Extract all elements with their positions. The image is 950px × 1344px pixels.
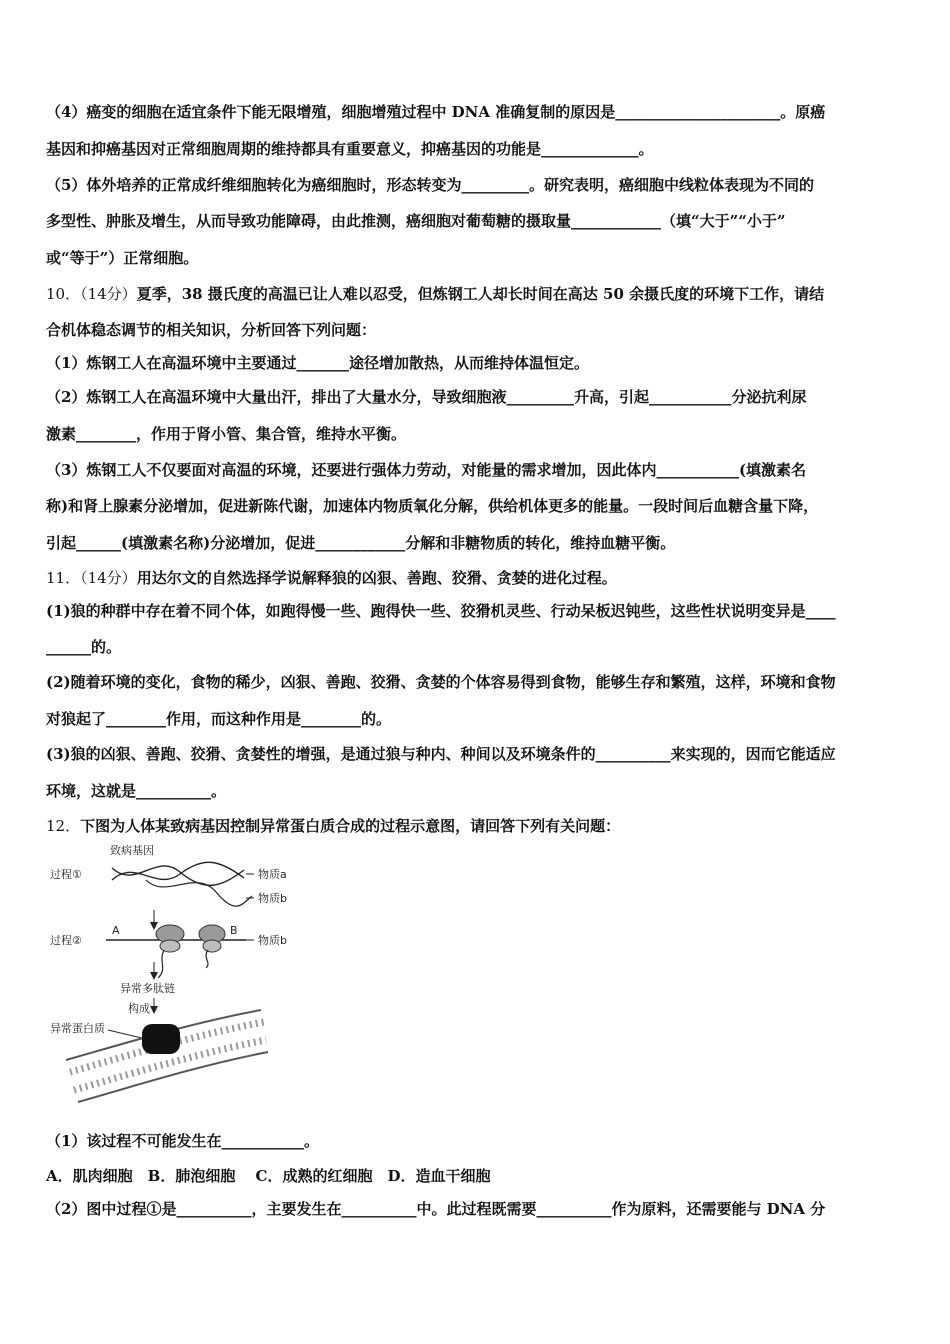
q10-intro-line2: 合机体稳态调节的相关知识，分析回答下列问题：	[46, 321, 377, 339]
q12-intro-text: 下图为人体某致病基因控制异常蛋白质合成的过程示意图，请回答下列有关问题：	[80, 817, 621, 835]
peptide-chain-1	[158, 950, 164, 978]
substance-b2-label: 物质b	[258, 934, 287, 947]
q10-intro-text: 夏季，38 摄氏度的高温已让人难以忍受，但炼钢工人却长时间在高达 50 余摄氏度的环境下工作，请结	[136, 285, 825, 303]
q9-part4-line1: （4）癌变的细胞在适宜条件下能无限增殖，细胞增殖过程中 DNA 准确复制的原因是______________________。原癌	[46, 103, 826, 121]
q10-part3-line3: 引起______(填激素名称)分泌增加，促进____________分解和非糖物质的转化，维持血糖平衡。	[46, 534, 676, 552]
substance-b1-label: 物质b	[258, 892, 287, 905]
process2-label: 过程②	[50, 934, 82, 947]
diagram-svg	[46, 840, 306, 1110]
q10-part2-line1: （2）炼钢工人在高温环境中大量出汗，排出了大量水分，导致细胞液_________升高，引起___________分泌抗利尿	[46, 388, 807, 406]
q9-part5-line1: （5）体外培养的正常成纤维细胞转化为癌细胞时，形态转变为_________。研究表明，癌细胞中线粒体表现为不同的	[46, 176, 814, 194]
peptide-chain-2	[206, 950, 208, 968]
arrow-2-head	[150, 972, 158, 980]
gene-label: 致病基因	[110, 844, 154, 857]
ribosome-2-small	[203, 940, 221, 952]
q10-intro-line1	[46, 284, 908, 304]
q9-part5-line3: 或“等于”）正常细胞。	[46, 249, 199, 267]
q11-intro	[46, 568, 908, 588]
q10-number: 10．（14分）	[46, 285, 137, 303]
q11-intro-text: 用达尔文的自然选择学说解释狼的凶狠、善跑、狡猾、贪婪的进化过程。	[136, 569, 617, 587]
q11-part1-line1: (1)狼的种群中存在着不同个体，如跑得慢一些、跑得快一些、狡猾机灵些、行动呆板迟钝些，这些性状说明变异是____	[46, 602, 836, 620]
q9-part4-line2: 基因和抑癌基因对正常细胞周期的维持都具有重要意义，抑癌基因的功能是_____________。	[46, 140, 654, 158]
q10-part2-line2: 激素________，作用于肾小管、集合管，维持水平衡。	[46, 425, 407, 443]
process1-label: 过程①	[50, 868, 82, 881]
q12-intro	[46, 816, 908, 836]
label-b: B	[230, 924, 238, 937]
q10-part1: （1）炼钢工人在高温环境中主要通过_______途径增加散热，从而维持体温恒定。	[46, 354, 589, 372]
constitute-label: 构成	[128, 1002, 150, 1015]
q12-part1: （1）该过程不可能发生在___________。	[46, 1132, 319, 1150]
abnormal-protein-shape	[142, 1024, 180, 1054]
substance-a-label: 物质a	[258, 868, 287, 881]
q11-part1-line2: ______的。	[46, 638, 122, 656]
arrow-1-head	[150, 922, 158, 930]
arrow-3-head	[150, 1006, 158, 1014]
abnormal-protein-label: 异常蛋白质	[50, 1022, 105, 1035]
q11-number: 11．（14分）	[46, 569, 137, 587]
q12-number: 12．	[46, 817, 81, 835]
leader-protein	[108, 1030, 142, 1038]
q10-part3-line2: 称)和肾上腺素分泌增加，促进新陈代谢，加速体内物质氧化分解，供给机体更多的能量。一段时间后血糖含量下降，	[46, 497, 819, 515]
q11-part2-line1: (2)随着环境的变化，食物的稀少，凶狠、善跑、狡猾、贪婪的个体容易得到食物，能够生存和繁殖，这样，环境和食物	[46, 673, 836, 691]
q12-part2: （2）图中过程①是__________，主要发生在__________中。此过程既需要__________作为原料，还需要能与 DNA 分	[46, 1200, 826, 1218]
q11-part3-line2: 环境，这就是__________。	[46, 782, 227, 800]
q11-part3-line1: (3)狼的凶狠、善跑、狡猾、贪婪性的增强，是通过狼与种内、种间以及环境条件的__________来实现的，因而它能适应	[46, 745, 836, 763]
q11-part2-line2: 对狼起了________作用，而这种作用是________的。	[46, 710, 392, 728]
ribosome-1-small	[160, 940, 180, 952]
gene-expression-diagram	[46, 840, 306, 1110]
q10-part3-line1: （3）炼钢工人不仅要面对高温的环境，还要进行强体力劳动，对能量的需求增加，因此体内___________(填激素名	[46, 461, 807, 479]
q9-part5-line2: 多型性、肿胀及增生，从而导致功能障碍，由此推测，癌细胞对葡萄糖的摄取量____________（填“大于”“小于”	[46, 212, 786, 230]
abnormal-peptide-label: 异常多肽链	[120, 982, 175, 995]
q12-options: A．肌肉细胞 B．肺泡细胞 C．成熟的红细胞 D．造血干细胞	[46, 1167, 491, 1185]
label-a: A	[112, 924, 120, 937]
